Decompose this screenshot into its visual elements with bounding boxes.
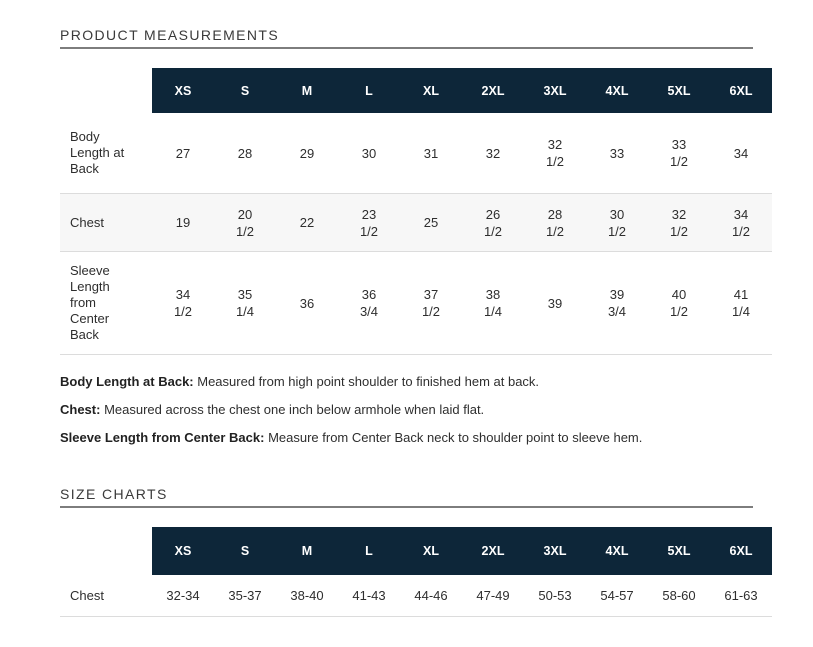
size-header-row: [60, 68, 772, 113]
definition-term: Sleeve Length from Center Back:: [60, 430, 265, 445]
measurement-value: [524, 194, 586, 251]
size-header-cell: 3XL: [524, 68, 586, 113]
value-line: 28: [547, 206, 563, 222]
measurement-value: [214, 252, 276, 354]
definition-term: Body Length at Back:: [60, 374, 194, 389]
row-label-text: Chest: [70, 214, 104, 230]
value-line: 47-49: [476, 588, 510, 603]
value-line: 1/2: [235, 223, 255, 239]
size-header-cell: L: [338, 527, 400, 575]
measurement-value: [524, 113, 586, 193]
measurement-value: [586, 113, 648, 193]
value-line: 30: [361, 145, 377, 161]
product-measurements-section: [60, 27, 813, 355]
measurement-value: [214, 113, 276, 193]
size-header-cell: M: [276, 527, 338, 575]
measurement-value: [152, 575, 214, 616]
measurement-value: [152, 194, 214, 251]
measurement-value: [648, 113, 710, 193]
value-line: 58-60: [662, 588, 696, 603]
measurement-value: [586, 194, 648, 251]
value-line: 32: [547, 137, 563, 152]
value-line: 39: [547, 295, 563, 311]
measurement-value: [338, 575, 400, 616]
value-line: 3/4: [607, 304, 627, 319]
size-header-cell: XL: [400, 68, 462, 113]
row-label-text: Chest: [70, 587, 104, 603]
definition-text: Measure from Center Back neck to shoulder point to sleeve hem.: [264, 430, 643, 445]
measurement-value: [338, 113, 400, 193]
value-line: 61-63: [724, 588, 758, 603]
measurement-value: [400, 113, 462, 193]
definition-text: Measured across the chest one inch below armhole when laid flat.: [100, 402, 485, 417]
measurement-value: [400, 575, 462, 616]
product-measurements-table: [60, 68, 772, 355]
measurement-value: [400, 194, 462, 251]
size-header-cell: 2XL: [462, 68, 524, 113]
value-line: 38: [485, 287, 501, 302]
measurement-value: [462, 194, 524, 251]
measurement-value: [276, 113, 338, 193]
size-header-cell: 5XL: [648, 68, 710, 113]
size-header-cell: 3XL: [524, 527, 586, 575]
value-line: 29: [299, 145, 315, 161]
value-line: 1/2: [669, 304, 689, 319]
measurement-row: [60, 193, 772, 251]
definition-text: Measured from high point shoulder to finished hem at back.: [193, 374, 540, 389]
row-label-text: Sleeve Length from Center Back: [70, 263, 110, 342]
value-line: 23: [361, 206, 377, 222]
value-line: 22: [299, 215, 315, 230]
definition-item: [60, 402, 813, 418]
title-rule: [60, 47, 753, 49]
value-line: 36: [299, 295, 315, 311]
measurement-value: [400, 252, 462, 354]
value-line: 44-46: [414, 588, 448, 603]
definition-item: [60, 374, 813, 390]
value-line: 1/4: [483, 304, 503, 319]
measurement-value: [710, 252, 772, 354]
value-line: 39: [609, 287, 625, 302]
measurement-value: [462, 113, 524, 193]
value-line: 34: [733, 145, 749, 161]
size-header-cell: 4XL: [586, 68, 648, 113]
size-header-cell: 6XL: [710, 527, 772, 575]
measurement-row: [60, 251, 772, 355]
row-label: [60, 575, 152, 616]
value-line: 35-37: [228, 588, 262, 603]
size-header-cell: S: [214, 68, 276, 113]
measurement-value: [338, 252, 400, 354]
row-label: [60, 194, 152, 251]
value-line: 1/2: [669, 223, 689, 239]
measurement-value: [710, 113, 772, 193]
value-line: 28: [237, 145, 253, 161]
measurement-row: [60, 575, 772, 617]
measurement-value: [648, 252, 710, 354]
measurement-value: [462, 575, 524, 616]
value-line: 31: [423, 145, 439, 161]
value-line: 1/2: [359, 223, 379, 239]
value-line: 33: [609, 145, 625, 161]
row-label: [60, 252, 152, 354]
measurement-value: [276, 575, 338, 616]
value-line: 30: [609, 206, 625, 222]
value-line: 40: [671, 287, 687, 302]
measurement-value: [648, 575, 710, 616]
value-line: 32: [671, 206, 687, 222]
size-header-row: [60, 527, 772, 575]
size-charts-section: [60, 486, 813, 617]
header-label-spacer: [60, 527, 152, 575]
size-header-cell: S: [214, 527, 276, 575]
measurement-value: [276, 252, 338, 354]
size-header-cell: XS: [152, 68, 214, 113]
value-line: 32: [485, 145, 501, 161]
measurement-row: [60, 113, 772, 193]
value-line: 1/2: [421, 304, 441, 319]
value-line: 1/2: [483, 223, 503, 239]
value-line: 1/2: [731, 223, 751, 239]
value-line: 38-40: [290, 588, 324, 603]
size-header-cell: 6XL: [710, 68, 772, 113]
size-header-cell: 2XL: [462, 527, 524, 575]
value-line: 1/2: [545, 223, 565, 239]
value-line: 33: [671, 137, 687, 152]
header-label-spacer: [60, 68, 152, 113]
value-line: 1/4: [235, 304, 255, 319]
value-line: 34: [175, 287, 191, 302]
measurement-value: [586, 575, 648, 616]
definition-term: Chest:: [60, 402, 101, 417]
value-line: 19: [175, 215, 191, 230]
measurement-value: [214, 194, 276, 251]
size-header-cell: 5XL: [648, 527, 710, 575]
size-header-cell: XS: [152, 527, 214, 575]
size-charts-table: [60, 527, 772, 617]
row-label: [60, 113, 152, 193]
value-line: 1/4: [731, 304, 751, 319]
value-line: 41: [733, 287, 749, 302]
value-line: 1/2: [669, 154, 689, 169]
measurement-value: [648, 194, 710, 251]
value-line: 36: [361, 287, 377, 302]
definition-item: [60, 430, 813, 446]
value-line: 26: [485, 206, 501, 222]
value-line: 34: [733, 206, 749, 222]
size-header-cell: M: [276, 68, 338, 113]
product-measurements-title: PRODUCT MEASUREMENTS: [60, 27, 280, 43]
measurement-value: [276, 194, 338, 251]
value-line: 20: [237, 206, 253, 222]
measurement-value: [524, 252, 586, 354]
value-line: 54-57: [600, 588, 634, 603]
value-line: 25: [423, 215, 439, 230]
size-charts-title: SIZE CHARTS: [60, 486, 168, 502]
measurement-definitions: [60, 374, 813, 446]
size-header-cell: L: [338, 68, 400, 113]
value-line: 50-53: [538, 588, 572, 603]
measurement-value: [524, 575, 586, 616]
measurement-value: [710, 575, 772, 616]
measurement-value: [152, 113, 214, 193]
size-header-cell: XL: [400, 527, 462, 575]
value-line: 37: [423, 287, 439, 302]
value-line: 1/2: [607, 223, 627, 239]
measurement-value: [462, 252, 524, 354]
measurement-value: [338, 194, 400, 251]
value-line: 41-43: [352, 588, 386, 603]
size-header-cell: 4XL: [586, 527, 648, 575]
value-line: 3/4: [359, 304, 379, 319]
value-line: 1/2: [545, 154, 565, 169]
measurement-value: [586, 252, 648, 354]
row-label-text: Body Length at Back: [70, 129, 125, 176]
value-line: 1/2: [173, 304, 193, 319]
measurement-value: [214, 575, 276, 616]
value-line: 27: [175, 145, 191, 161]
title-rule: [60, 506, 753, 508]
measurement-value: [710, 194, 772, 251]
measurement-value: [152, 252, 214, 354]
value-line: 32-34: [166, 588, 200, 603]
value-line: 35: [237, 287, 253, 302]
